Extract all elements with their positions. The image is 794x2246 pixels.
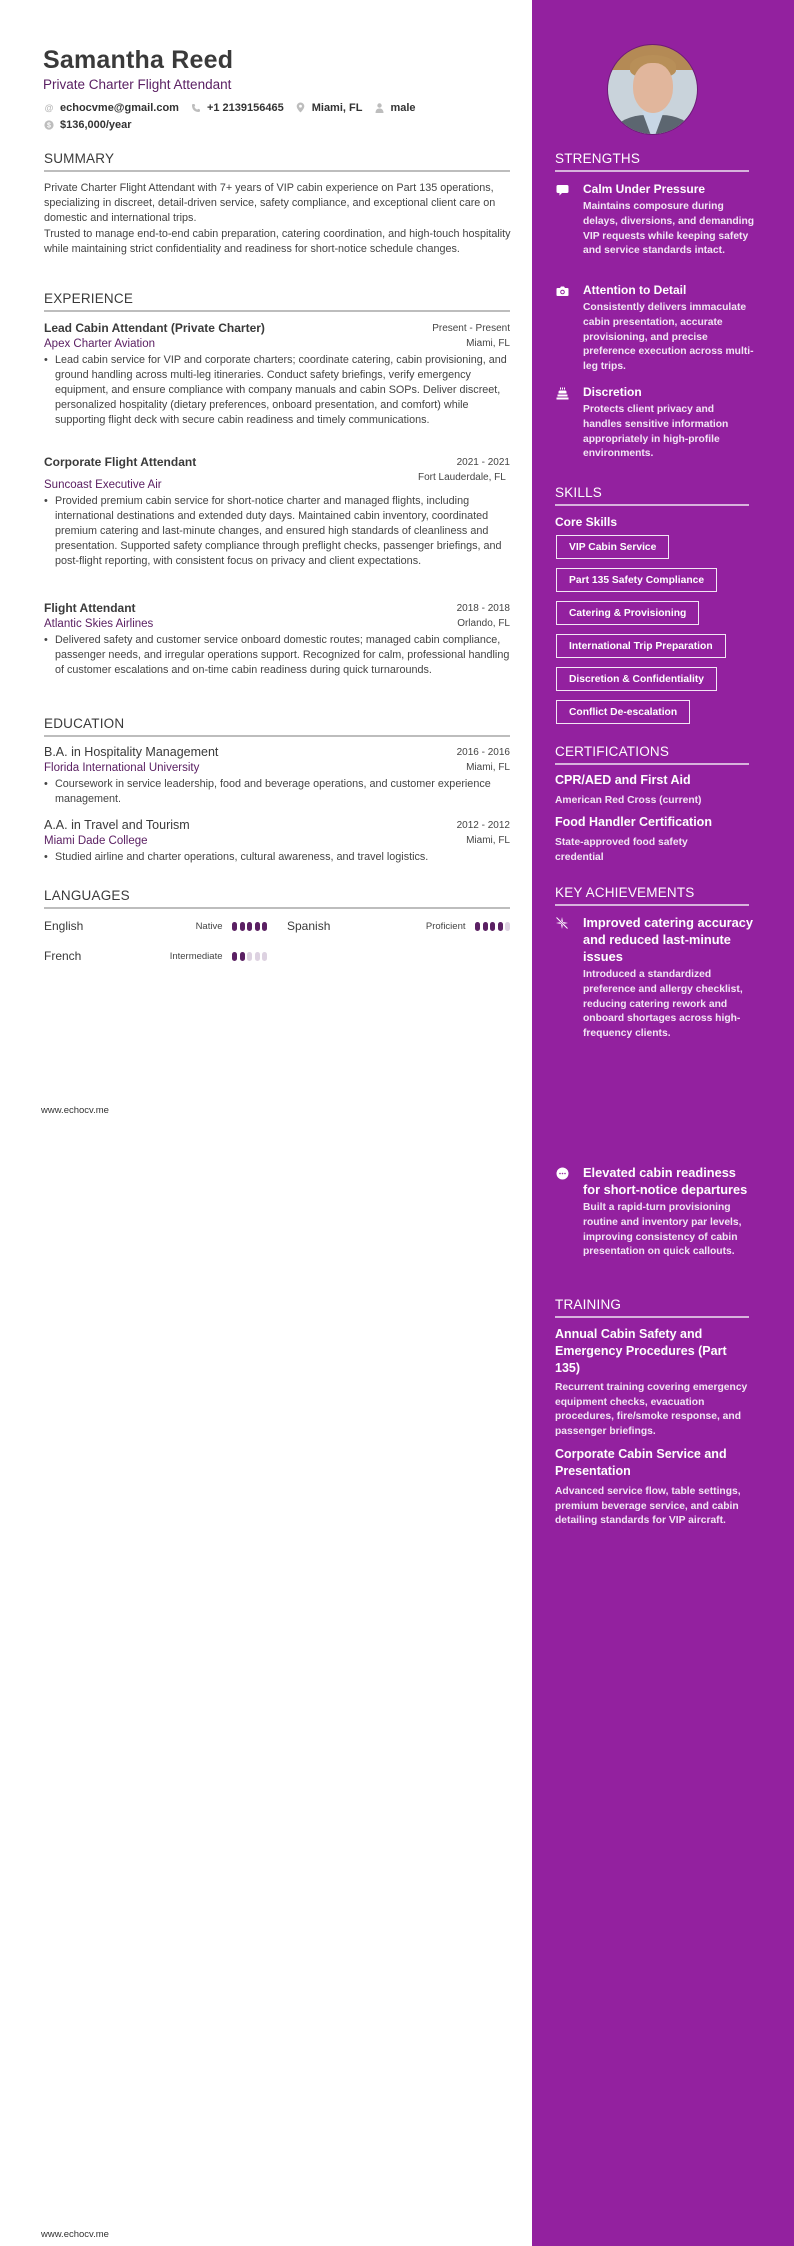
education-dates: 2016 - 2016 xyxy=(456,747,510,758)
experience-entry xyxy=(44,455,510,569)
job-description: • Provided premium cabin service for short-notice charter and managed flights, including international destinations and extended duty days. Maintained cabin inventory, coordinated premium catering and last-minute changes, and ensured high standards of cleanliness and presentation. Supported safety compliance through preflight checks, passenger briefings, and post-flight reporting, with consistent focus on privacy and client expectations. xyxy=(44,495,502,567)
summary-paragraph: Trusted to manage end-to-end cabin preparation, catering coordination, and high-touch hospitality while maintaining strict confidentiality and readiness for short-notice schedule changes. xyxy=(44,228,511,255)
certification-desc: American Red Cross (current) xyxy=(555,795,702,806)
summary-section xyxy=(44,181,514,257)
proficiency-dots xyxy=(230,952,268,961)
job-dates: Present - Present xyxy=(432,323,510,334)
job-title: Flight Attendant xyxy=(44,601,136,615)
skill-tag: VIP Cabin Service xyxy=(556,535,669,559)
contact-email[interactable]: @ echocvme@gmail.com xyxy=(44,101,179,114)
candidate-name: Samantha Reed xyxy=(43,46,234,74)
training-desc: Recurrent training covering emergency equipment checks, evacuation procedures, fire/smoke response, and passenger briefings. xyxy=(555,1382,748,1437)
experience-entry xyxy=(44,321,510,428)
training-title: Corporate Cabin Service and Presentation xyxy=(555,1447,727,1478)
strength-item: Attention to Detail Consistently delivers immaculate cabin presentation, accurate provisioning, and precise preference execution across multi-leg trips. xyxy=(555,282,755,375)
training-heading: TRAINING xyxy=(555,1297,749,1318)
skill-tag: Catering & Provisioning xyxy=(556,601,699,625)
sparkle-off-icon xyxy=(555,916,569,930)
profile-photo xyxy=(607,44,698,135)
education-heading: EDUCATION xyxy=(44,716,510,737)
education-entry xyxy=(44,818,510,865)
degree: B.A. in Hospitality Management xyxy=(44,745,219,759)
candidate-title: Private Charter Flight Attendant xyxy=(43,77,232,92)
job-location: Orlando, FL xyxy=(457,618,510,629)
at-icon: @ xyxy=(44,102,54,113)
cake-icon xyxy=(555,386,569,400)
job-dates: 2021 - 2021 xyxy=(456,457,510,468)
degree: A.A. in Travel and Tourism xyxy=(44,818,190,832)
company-name: Apex Charter Aviation xyxy=(44,338,156,350)
experience-entry xyxy=(44,601,510,678)
ellipsis-circle-icon xyxy=(555,1166,569,1180)
footer-website[interactable]: www.echocv.me xyxy=(41,2229,109,2240)
proficiency-dots xyxy=(230,922,268,931)
footer-website[interactable]: www.echocv.me xyxy=(41,1105,109,1116)
experience-heading: EXPERIENCE xyxy=(44,291,510,312)
company-name: Atlantic Skies Airlines xyxy=(44,618,154,630)
skill-tag: Discretion & Confidentiality xyxy=(556,667,717,691)
language-item: French Intermediate xyxy=(44,949,267,963)
proficiency-dots xyxy=(473,922,511,931)
certification-title: CPR/AED and First Aid xyxy=(555,773,691,787)
company-name: Suncoast Executive Air xyxy=(44,479,162,491)
skill-tag: International Trip Preparation xyxy=(556,634,726,658)
job-description: • Delivered safety and customer service onboard domestic routes; managed cabin compliance, passenger needs, and irregular operations support. Recognized for calm, professional handling of customer escalations and on-time cabin readiness during quick turnarounds. xyxy=(44,634,510,676)
school-location: Miami, FL xyxy=(466,762,510,773)
speech-bubble-icon xyxy=(555,183,569,197)
training-title: Annual Cabin Safety and Emergency Procedures (Part 135) xyxy=(555,1327,727,1375)
contact-gender: male xyxy=(374,102,415,114)
phone-icon xyxy=(191,103,201,113)
strength-item: Discretion Protects client privacy and handles sensitive information appropriately in high-profile environments. xyxy=(555,384,755,462)
training-desc: Advanced service flow, table settings, premium beverage service, and cabin detailing standards for VIP aircraft. xyxy=(555,1486,741,1526)
summary-heading: SUMMARY xyxy=(44,151,510,172)
languages-row xyxy=(44,917,510,935)
job-dates: 2018 - 2018 xyxy=(456,603,510,614)
job-location: Fort Lauderdale, FL xyxy=(418,472,506,483)
language-item: Spanish Proficient xyxy=(287,919,510,933)
location-pin-icon xyxy=(296,103,306,113)
camera-icon xyxy=(555,284,569,298)
skill-tag: Part 135 Safety Compliance xyxy=(556,568,717,592)
svg-text:$: $ xyxy=(47,122,51,130)
certification-desc: State-approved food safety credential xyxy=(555,837,688,863)
achievement-item: Improved catering accuracy and reduced last-minute issues Introduced a standardized preference and allergy checklist, reducing catering rework and onboard shortages across high-frequency clients. xyxy=(555,914,755,1042)
education-entry xyxy=(44,745,510,807)
achievement-item: Elevated cabin readiness for short-notice departures Built a rapid-turn provisioning routine and inventory par levels, improving consistency of cabin presentation on quick callouts. xyxy=(555,1164,755,1260)
certifications-heading: CERTIFICATIONS xyxy=(555,744,749,765)
skills-heading: SKILLS xyxy=(555,485,749,506)
contact-phone[interactable]: +1 2139156465 xyxy=(191,102,284,114)
contact-info xyxy=(44,99,524,133)
summary-paragraph: Private Charter Flight Attendant with 7+ years of VIP cabin experience on Part 135 operations, specializing in discreet, detail-driven service, safety compliance, and exceptional client care on domestic and international trips. xyxy=(44,182,496,224)
education-dates: 2012 - 2012 xyxy=(456,820,510,831)
languages-heading: LANGUAGES xyxy=(44,888,510,909)
contact-location: Miami, FL xyxy=(296,102,363,114)
strengths-heading: STRENGTHS xyxy=(555,151,749,172)
achievements-heading: KEY ACHIEVEMENTS xyxy=(555,885,749,906)
job-title: Lead Cabin Attendant (Private Charter) xyxy=(44,321,265,335)
certification-title: Food Handler Certification xyxy=(555,815,712,829)
languages-row xyxy=(44,947,510,965)
skills-group-label: Core Skills xyxy=(555,515,618,529)
contact-salary: $ $136,000/year xyxy=(44,119,132,131)
school-location: Miami, FL xyxy=(466,835,510,846)
language-item: English Native xyxy=(44,919,267,933)
job-title: Corporate Flight Attendant xyxy=(44,455,197,469)
person-icon xyxy=(374,103,384,113)
school-name: Miami Dade College xyxy=(44,835,148,847)
job-description: • Lead cabin service for VIP and corporate charters; coordinate catering, cabin provisioning, and ground handling across multi-leg itineraries. Conduct safety briefings, verify emergency equipment, and ensure compliance with company manuals and cabin SOPs. Deliver discreet, personalized hospitality (dietary preferences, onboard presentation, and comfort) while supporting flight deck with secure cabin readiness and timely communications. xyxy=(44,354,507,426)
school-name: Florida International University xyxy=(44,762,200,774)
education-description: • Studied airline and charter operations, cultural awareness, and travel logistics. xyxy=(44,851,429,863)
dollar-icon xyxy=(44,120,54,130)
education-description: • Coursework in service leadership, food and beverage operations, and customer experience management. xyxy=(44,778,491,805)
skill-tag: Conflict De-escalation xyxy=(556,700,690,724)
strength-item: Calm Under Pressure Maintains composure during delays, diversions, and demanding VIP requests while keeping safety and service standards intact. xyxy=(555,181,755,259)
job-location: Miami, FL xyxy=(466,338,510,349)
